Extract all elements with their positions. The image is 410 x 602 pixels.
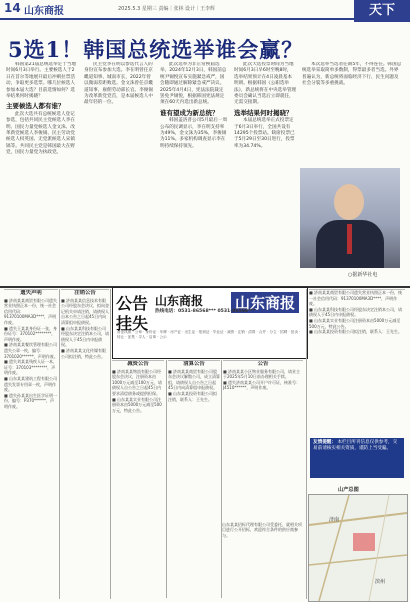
- classified-entry: ■ 遗失刘某某残疾人证一本，证号：370103********，声明作废。: [4, 359, 58, 376]
- classified-column-4: [168, 360, 220, 599]
- ad-box: [112, 287, 308, 359]
- subheading-1: 主要候选人都有谁？: [6, 102, 65, 111]
- section-label: 天下: [354, 0, 410, 22]
- headline: 5选1！韩国总统选举谁会赢？: [8, 37, 304, 62]
- classified-entry: ■ 济南某某物流有限公司经股东会决议，注册资本由1000万元减至100万元，请债权人自公告之日起45日内要求清偿债务或提供担保。: [112, 368, 162, 396]
- column-divider: [110, 289, 111, 599]
- classified-entry: ■ 济南某某小区物业服务有限公司，请业主于2025年5月10日前办理相关手续。: [223, 368, 301, 380]
- classified-entry: ■ 山东某某科技有限公司经股东决定注销本公司，请债权人于45日内申报债权。: [61, 325, 109, 348]
- map-title: 山产总图: [338, 487, 359, 493]
- ad-phones: 热线电话：0531-86568*** 0531-86568***: [155, 309, 256, 314]
- map-label-2: 滨州: [375, 579, 386, 585]
- article-column-5: [302, 62, 402, 166]
- classified-entry: ■ 山东某某实业有限公司注册资本由5000万元减至500万元，特此公告。: [309, 317, 401, 329]
- article-column-3: [160, 62, 228, 284]
- column-divider: [306, 289, 307, 599]
- classified-column-2: [61, 289, 109, 600]
- classified-column-3: [112, 360, 164, 599]
- page-info: 2025.5.3 星期三 责编｜张林 设计｜王李辉: [118, 6, 216, 12]
- classified-entry: ■ 遗失王某某身份证一张，身份证号：370102********，声明作废。: [4, 325, 58, 342]
- ad-service-list: 营业执照 · 公章 · 身份证 · 车牌 · 房产证 · 出生证 · 报到证 · 毕业证 · 减资 · 注销 · 清算 · 合并 · 分立 · 招聘 · 拍卖 · 转让 · 征集 · 寻人 · 启事 · 公示: [117, 330, 301, 339]
- notice-title: 友情提醒：: [313, 440, 336, 445]
- classified-entry: ■ 山东某某建筑工程有限公司遗失发票专用章一枚，声明作废。: [4, 375, 58, 393]
- ad-label: 公告 挂失: [116, 294, 149, 333]
- classified-entry: ■ 济南某某餐饮管理有限公司遗失公章一枚，编号：3701020******，声明作废。: [4, 342, 58, 359]
- classified-entry: ■ 济南某某商贸有限公司遗失营业执照正本一份，统一社会信用代码：91370100MA3D****，声明作废。: [4, 297, 58, 325]
- classified-entry: ■ 济南某某信息技术有限公司经股东会决议，拟向登记机关申请注销，请债权人自本公告之日起45日内向清算组申报债权。: [61, 297, 109, 325]
- page-header: [0, 0, 410, 20]
- classified-column-5: [223, 360, 303, 519]
- article-lede: 韩国第21届总统选举定于当地时间6月3日举行。主要候选人于2日在首尔等地展开最后冲刺拉票活动，争取更多选票。哪几位候选人参加本届大选？目前选情如何？选举结果何时揭晓？: [6, 62, 76, 100]
- article-paragraph: 此次大选共有总统候选人登记参选，包括共同民主党候选人李在明、国民力量党候选人金文洙、改革新党候选人李俊锡、民主劳动党候选人权英国、无党派候选人宋镇镐等。共同民主党是韩国最大在野党，国民力量党为执政党。: [6, 111, 75, 156]
- map-graphic: [309, 495, 407, 601]
- article-column-4: [234, 62, 296, 284]
- article-paragraph: 本次选举当选者任期5年，不得连任。韩国总统选举采取简单多数制，得票最多者当选。外界普遍认为，新总统将面临经济下行、民生问题及社会分裂等多重挑战。: [302, 62, 402, 87]
- classified-entry: ■ 遗失济南某某公司开户许可证，核准号：J4510******，声明作废。: [223, 379, 301, 391]
- column-divider: [59, 289, 60, 599]
- page-number: 14: [4, 1, 21, 15]
- classified-title: 注销公告: [74, 290, 96, 296]
- classified-entry: ■ 济南某某商贸有限公司遗失营业执照正本一份，统一社会信用代码：91370100MA3D****，声明作废。: [309, 290, 403, 307]
- classified-title: 遗失声明: [20, 290, 42, 296]
- article-column-1: [6, 62, 78, 284]
- article-paragraph: 此次选举为非正常换届选举。2024年12月3日，韩国前总统尹锡悦宣布实施紧急戒严，国会随即通过解除紧急戒严决议。2025年4月4日，宪法法院裁定罢免尹锡悦，根据韩国宪法规定须在60天内选出新总统。: [160, 62, 227, 106]
- subheading-3: 选举结果何时揭晓？: [234, 108, 293, 117]
- tender-notice: 山东某某招标代理有限公司受委托，就相关项目进行公开招标，欢迎符合条件的供应商参与。: [222, 522, 302, 538]
- article-paragraph: 韩国盖洛普公司5月最后一周公布的民调显示，李在明支持率为49%，金文洙为35%，李俊锡为11%。多家机构调查显示李在明持续保持领先。: [160, 118, 228, 149]
- ad-publisher: 山东商报: [155, 294, 204, 308]
- article-paragraph: 民主党李在明以参选代言人的身份宣布参加大选。李在明曾任京畿道知事、城南市长，2022年曾以微弱差距败选。金文洙曾任京畿道知事、雇佣劳动部长官。李俊锡为改革新党党首，是本届候选人中最年轻的一位。: [84, 62, 153, 106]
- article-paragraph: 本届总统选举正式投票定于6月3日举行，全国共设有14295个投票站。缺席投票已于5月29日至30日进行，投票率为34.74%。: [234, 118, 295, 149]
- reminder-notice: [310, 438, 404, 478]
- subheading-2: 谁有望成为新总统？: [160, 108, 219, 117]
- classified-title: 公告: [257, 361, 269, 367]
- classified-entry: ■ 济南某某文化传媒有限公司拟注销，特此公告。: [61, 347, 107, 359]
- article-column-2: [84, 62, 154, 284]
- classified-entry: ■ 济南某某商贸有限公司股东会决议解散公司，成立清算组，请债权人自公告之日起45日内向清算组申报债权。: [168, 368, 220, 391]
- classified-title: 清算公告: [183, 361, 205, 367]
- article-paragraph: 此次大选投票时间为当地时间6月3日早6时至晚8时，选举结果预计在4日凌晨基本明朗。根据韩国《公职选举法》，新总统将在中央选举管理委员会确认当选后立即就任，无需交接期。: [234, 62, 296, 106]
- classified-column-6: [309, 289, 405, 436]
- classified-entry: ■ 遗失孙某某出生医学证明一份，编号：P370******，声明作废。: [4, 392, 58, 409]
- map-label-1: 济南: [329, 517, 340, 523]
- location-map: [308, 494, 408, 602]
- classified-entry: ■ 山东某某投资有限公司拟注销，联系人：王先生。: [168, 390, 218, 402]
- column-divider: [166, 360, 167, 598]
- classified-entry: ■ 山东某某科技有限公司经股东决定注销本公司，请债权人于45日内申报债权。: [309, 306, 403, 318]
- classified-column-1: [4, 289, 58, 600]
- classified-entry: ■ 山东某某实业有限公司注册资本由5000万元减至500万元，特此公告。: [112, 396, 162, 413]
- paper-name: 山东商报: [24, 6, 64, 17]
- article-credit: ○据新华社电: [348, 272, 378, 278]
- classified-title: 减资公告: [127, 361, 149, 367]
- candidate-photo: [300, 168, 400, 268]
- notice-text: 本栏目所刊信息仅供参考，交易前请核实相关资质，谨防上当受骗。: [313, 440, 398, 451]
- ad-publisher-banner: 山东商报: [231, 292, 299, 313]
- classified-entry: ■ 山东某某投资有限公司拟注销，联系人：王先生。: [309, 329, 403, 335]
